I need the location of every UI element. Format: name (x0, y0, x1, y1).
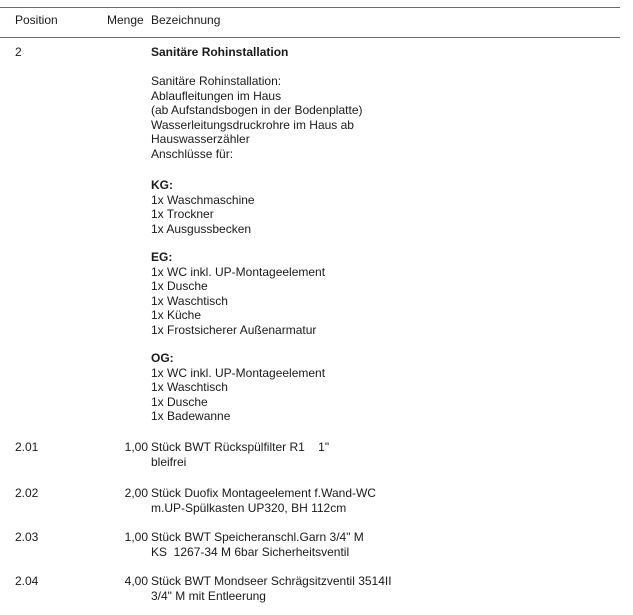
floor-label: EG: (151, 250, 173, 264)
item-menge: 2,00 (124, 486, 148, 500)
column-header-menge: Menge (107, 13, 144, 27)
intro-line: Hauswasserzähler (151, 132, 250, 146)
intro-line: Wasserleitungsdruckrohre im Haus ab (151, 117, 354, 132)
item-line: bleifrei (151, 454, 187, 469)
floor-item: 1x WC inkl. UP-Montageelement (151, 365, 326, 380)
item-description (151, 574, 392, 603)
floor-item: 1x Trockner (151, 207, 214, 221)
item-line: KS 1267-34 M 6bar Sicherheitsventil (151, 544, 350, 559)
item-line: Stück Duofix Montageelement f.Wand-WC (151, 486, 376, 500)
item-line: Stück BWT Rückspülfilter R1 1" (151, 440, 330, 454)
floor-label: KG: (151, 178, 173, 192)
intro-line: Anschlüsse für: (151, 146, 234, 161)
intro-line: Ablaufleitungen im Haus (151, 88, 282, 103)
floor-item: 1x Badewanne (151, 409, 231, 423)
column-header-bezeichnung: Bezeichnung (151, 13, 221, 27)
floor-item: 1x Küche (151, 308, 202, 322)
floor-item: 1x Frostsicherer Außenarmatur (151, 322, 317, 337)
floor-kg (151, 178, 255, 236)
item-line: 3/4" M mit Entleerung (151, 588, 266, 603)
header-bottom-rule (0, 37, 620, 38)
item-description (151, 530, 364, 559)
item-position: 2.04 (15, 574, 39, 588)
floor-item: 1x Waschtisch (151, 293, 228, 308)
floor-og (151, 351, 325, 424)
floor-eg (151, 250, 325, 337)
header-top-rule (0, 7, 620, 8)
floor-item: 1x Dusche (151, 279, 208, 293)
floor-item: 1x Waschtisch (151, 380, 228, 394)
item-position: 2.02 (15, 486, 39, 500)
item-menge: 1,00 (124, 530, 148, 544)
floor-label: OG: (151, 351, 174, 365)
intro-line: Sanitäre Rohinstallation: (151, 74, 282, 88)
section-position: 2 (15, 45, 22, 59)
item-description (151, 440, 329, 469)
column-header-position: Position (15, 13, 58, 27)
floor-item: 1x Ausgussbecken (151, 221, 252, 236)
item-position: 2.01 (15, 440, 39, 454)
item-menge: 4,00 (124, 574, 148, 588)
floor-item: 1x Dusche (151, 394, 208, 409)
floor-item: 1x Waschmaschine (151, 192, 255, 207)
floor-item: 1x WC inkl. UP-Montageelement (151, 264, 326, 279)
item-position: 2.03 (15, 530, 39, 544)
item-menge: 1,00 (124, 440, 148, 454)
section-intro (151, 74, 363, 161)
section-title: Sanitäre Rohinstallation (151, 45, 289, 59)
item-line: Stück BWT Mondseer Schrägsitzventil 3514II (151, 574, 392, 588)
item-line: m.UP-Spülkasten UP320, BH 112cm (151, 500, 347, 515)
intro-line: (ab Aufstandsbogen in der Bodenplatte) (151, 103, 363, 117)
item-description (151, 486, 376, 515)
item-line: Stück BWT Speicheranschl.Garn 3/4" M (151, 530, 364, 544)
